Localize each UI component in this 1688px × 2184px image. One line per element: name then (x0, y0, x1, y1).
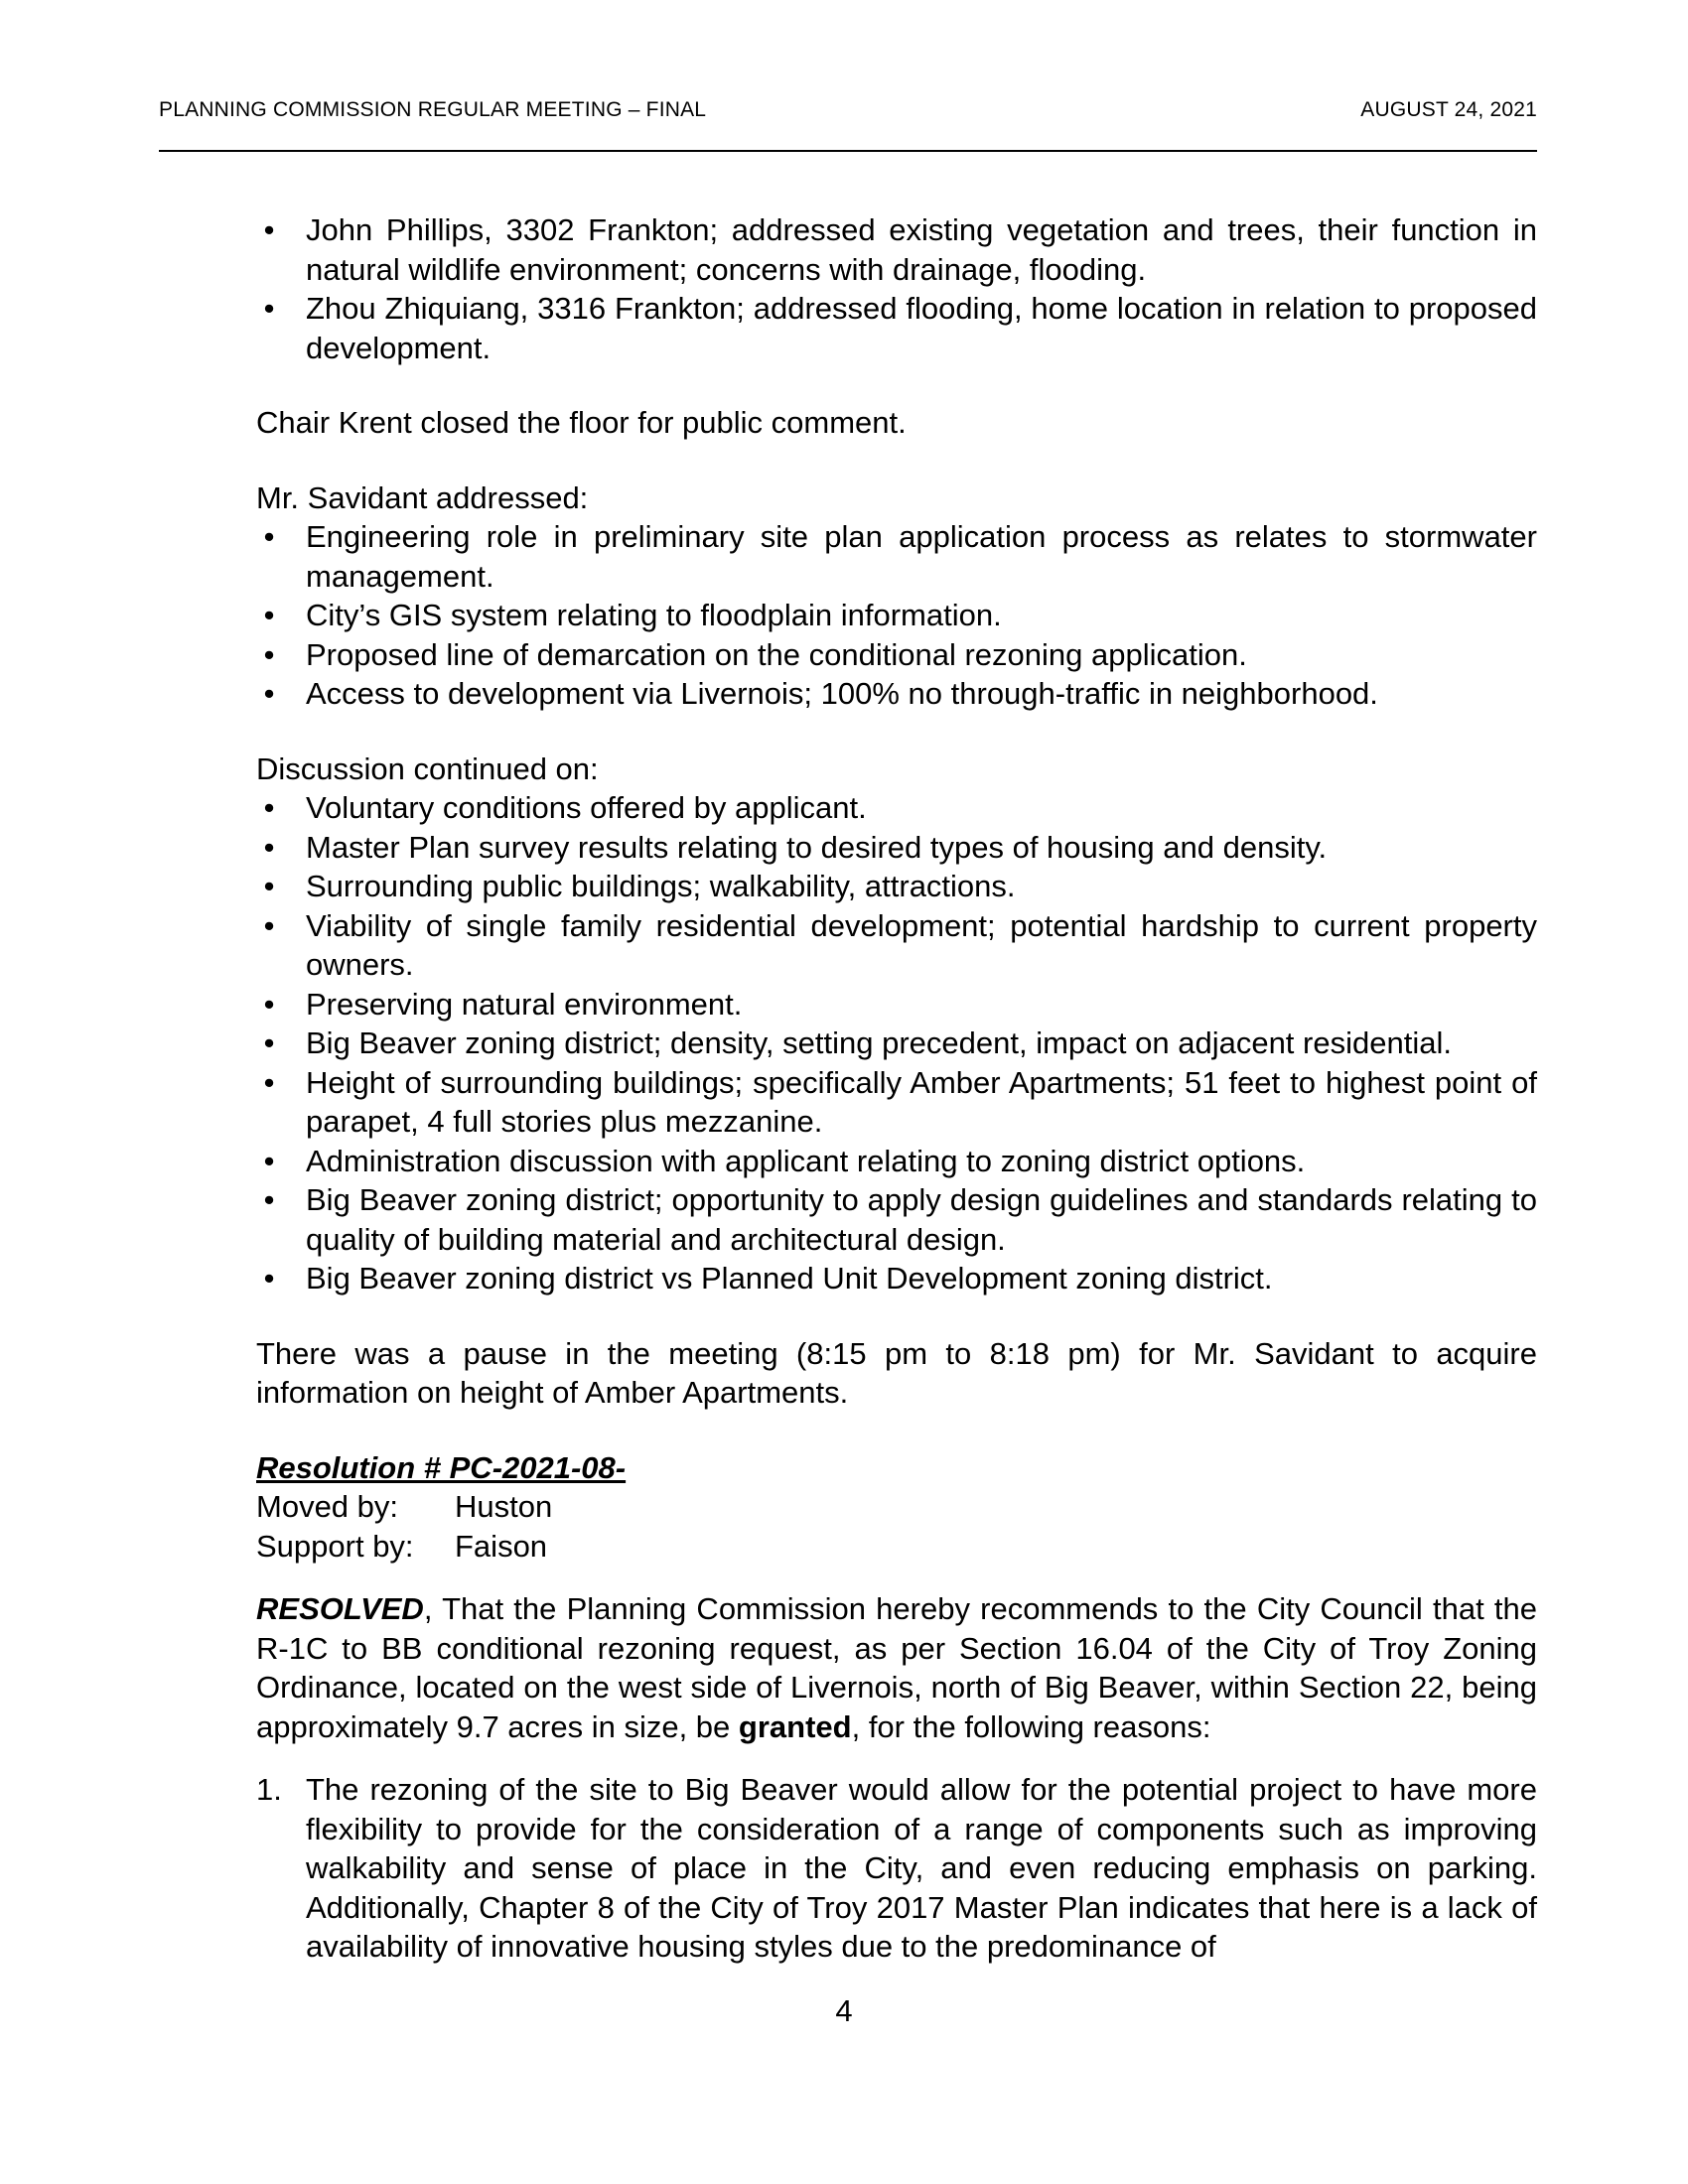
resolved-keyword: RESOLVED (256, 1591, 424, 1626)
page-number: 4 (835, 1993, 853, 2028)
list-item (256, 1024, 1537, 1063)
bullet-icon: • (263, 986, 275, 1022)
list-item-text: City’s GIS system relating to floodplain information. (306, 598, 1002, 632)
list-item-text: Height of surrounding buildings; specifically Amber Apartments; 51 feet to highest point of parapet, 4 full stories plus mezzanine. (306, 1064, 1537, 1139)
discussion-intro: Discussion continued on: (256, 751, 599, 786)
bullet-icon: • (263, 907, 275, 943)
resolved-text-part-2: , for the following reasons: (851, 1708, 1211, 1744)
list-item (256, 985, 1537, 1024)
list-item (256, 674, 1537, 714)
header-title: PLANNING COMMISSION REGULAR MEETING – FINAL (159, 98, 707, 121)
list-item-text: Master Plan survey results relating to desired types of housing and density. (306, 829, 1328, 865)
reasons-list (256, 1770, 1537, 1967)
savidant-intro: Mr. Savidant addressed: (256, 479, 589, 515)
bullet-icon: • (263, 636, 275, 672)
list-item-text: Engineering role in preliminary site plan application process as relates to stormwater management. (306, 519, 1537, 594)
bullet-icon: • (263, 676, 275, 711)
bullet-icon: • (263, 1182, 275, 1217)
spacer (256, 714, 1537, 750)
bullet-icon: • (263, 869, 275, 903)
page-header (159, 98, 1537, 122)
list-item-text: Surrounding public buildings; walkability, attractions. (306, 869, 1016, 903)
support-by-value: Faison (455, 1528, 548, 1564)
bullet-icon: • (263, 1261, 275, 1296)
list-item (256, 867, 1537, 906)
list-item (256, 1063, 1537, 1142)
list-item (256, 906, 1537, 985)
resolution-section (256, 1448, 1537, 1488)
list-item (256, 1259, 1537, 1298)
support-by-label: Support by: (256, 1528, 414, 1564)
list-item-text: Administration discussion with applicant relating to zoning district options. (306, 1143, 1306, 1178)
list-item (256, 1180, 1537, 1259)
reason-text: The rezoning of the site to Big Beaver would allow for the potential project to have more flexibility to provide for the consideration of a range of components such as improving walkability and sense of place in the City, and even reducing emphasis on parking. Additionally, Chapter 8 of the City of Troy 2017 Master Plan indicates that here is a lack of availability of innovative housing styles due to the predominance of (306, 1772, 1537, 1964)
bullet-icon: • (263, 291, 275, 326)
spacer (256, 443, 1537, 478)
list-item (256, 1142, 1537, 1181)
bullet-icon: • (263, 1143, 275, 1178)
public-comment-list (256, 210, 1537, 367)
closed-floor-paragraph: Chair Krent closed the floor for public comment. (256, 405, 907, 440)
list-item-text: Preserving natural environment. (306, 986, 743, 1022)
list-item-text: Viability of single family residential development; potential hardship to current property owners. (306, 907, 1537, 982)
bullet-icon: • (263, 212, 275, 247)
document-body (256, 210, 1537, 1967)
list-item (256, 596, 1537, 635)
list-item-text: Zhou Zhiquiang, 3316 Frankton; addressed flooding, home location in relation to proposed development. (306, 291, 1537, 365)
resolved-paragraph (256, 1589, 1537, 1746)
bullet-icon: • (263, 790, 275, 825)
bullet-icon: • (263, 519, 275, 554)
spacer (256, 1298, 1537, 1334)
granted-keyword: granted (738, 1708, 852, 1744)
list-item (256, 289, 1537, 367)
bullet-icon: • (263, 598, 275, 632)
resolved-text-part-1: , That the Planning Commission hereby recommends to the City Council that the R-1C to BB conditional rezoning request, as per Section 16.04 of the City of Troy Zoning Ordinance, located on the west side of Livernois, north of Big Beaver, within Section 22, being approximately 9.7 acres in size, be (256, 1591, 1537, 1744)
list-item-text: Voluntary conditions offered by applicant. (306, 790, 867, 825)
spacer (256, 1746, 1537, 1770)
resolution-title: Resolution # PC-2021-08- (256, 1449, 627, 1485)
bullet-icon: • (263, 829, 275, 865)
list-item (256, 517, 1537, 596)
spacer (256, 367, 1537, 403)
moved-by-label: Moved by: (256, 1489, 399, 1524)
bullet-icon: • (263, 1025, 275, 1060)
spacer (256, 1413, 1537, 1448)
bullet-icon: • (263, 1064, 275, 1100)
header-divider (159, 150, 1537, 152)
header-date: AUGUST 24, 2021 (1360, 98, 1537, 121)
list-item-text: Big Beaver zoning district; density, setting precedent, impact on adjacent residential. (306, 1025, 1452, 1060)
reason-number: 1. (256, 1772, 282, 1807)
list-item (256, 210, 1537, 289)
spacer (256, 1566, 1537, 1589)
savidant-list (256, 517, 1537, 714)
discussion-list (256, 788, 1537, 1298)
list-item (256, 828, 1537, 868)
list-item (256, 788, 1537, 828)
list-item (256, 1770, 1537, 1967)
list-item-text: Big Beaver zoning district vs Planned Unit Development zoning district. (306, 1261, 1273, 1296)
list-item (256, 635, 1537, 675)
pause-paragraph: There was a pause in the meeting (8:15 pm to 8:18 pm) for Mr. Savidant to acquire information on height of Amber Apartments. (256, 1335, 1537, 1410)
list-item-text: Proposed line of demarcation on the conditional rezoning application. (306, 636, 1247, 672)
list-item-text: Big Beaver zoning district; opportunity to apply design guidelines and standards relating to quality of building material and architectural design. (306, 1182, 1537, 1257)
list-item-text: Access to development via Livernois; 100% no through-traffic in neighborhood. (306, 676, 1378, 711)
moved-by-value: Huston (455, 1489, 553, 1524)
support-by-row (256, 1527, 1537, 1567)
moved-by-row (256, 1487, 1537, 1527)
list-item-text: John Phillips, 3302 Frankton; addressed existing vegetation and trees, their function in natural wildlife environment; concerns with drainage, flooding. (306, 212, 1537, 287)
